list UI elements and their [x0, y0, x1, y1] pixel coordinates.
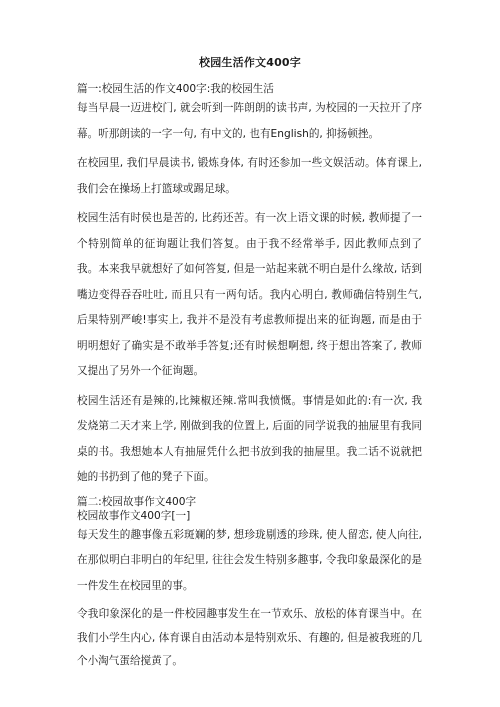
section-heading: 篇二:校园故事作文400字 — [77, 495, 197, 508]
paragraph: 每当早晨一迈进校门, 就会听到一阵朗朗的读书声, 为校园的一天拉开了序幕。听那朗读的一字一句, 有中文的, 也有English的, 抑扬顿挫。 — [77, 102, 422, 140]
section-subheading: 校园故事作文400字[一] — [77, 509, 191, 522]
paragraph: 校园生活有时侯也是苦的, 比药还苦。有一次上语文课的时候, 教师提了一个特别简单的征询题让我们答复。由于我不经常举手, 因此教师点到了我。本来我早就想好了如何答复, 但是一站起来就不明白是什么缘故, 话到嘴边变得吞吞吐吐, 而且只有一两句话。我内心明白, 教师确信特别生气, 后果特别严峻!事实上, 我并不是没有考虑教师提出来的征询题, 而是由于明明想好了确实是不敢举手答复;还有时候想啊想, 终于想出答案了, 教师又提出了另外一个征询题。 — [77, 212, 422, 377]
paragraph: 每天发生的趣事像五彩斑斓的梦, 想珍珑剔透的珍珠, 使人留恋, 使人向往, 在那似明白非明白的年纪里, 往往会发生特别多趣事, 令我印象最深化的是一件发生在校园里的事。 — [77, 528, 422, 592]
document-body — [77, 82, 422, 678]
document-title: 校园生活作文400字 — [199, 56, 301, 69]
section-heading: 篇一:校园生活的作文400字:我的校园生活 — [77, 83, 274, 95]
paragraph: 在校园里, 我们早晨读书, 锻炼身体, 有时还参加一些文娱活动。体育课上, 我们会在操场上打篮球或踢足球。 — [77, 157, 422, 195]
paragraph: 校园生活还有是辣的,比辣椒还辣.常叫我愤慨。事情是如此的:有一次, 我发烧第二天才来上学, 刚做到我的位置上, 后面的同学说我的抽屉里有我同桌的书。我想她本人有抽屉凭什么把书放到我的抽屉里。我二话不说就把她的书扔到了他的凳子下面。 — [77, 394, 422, 483]
paragraph: 令我印象深化的是一件校园趣事发生在一节欢乐、放松的体育课当中。在我们小学生内心, 体育课自由活动本是特别欢乐、有趣的, 但是被我班的几个小淘气蛋给搅黄了。 — [77, 608, 422, 667]
